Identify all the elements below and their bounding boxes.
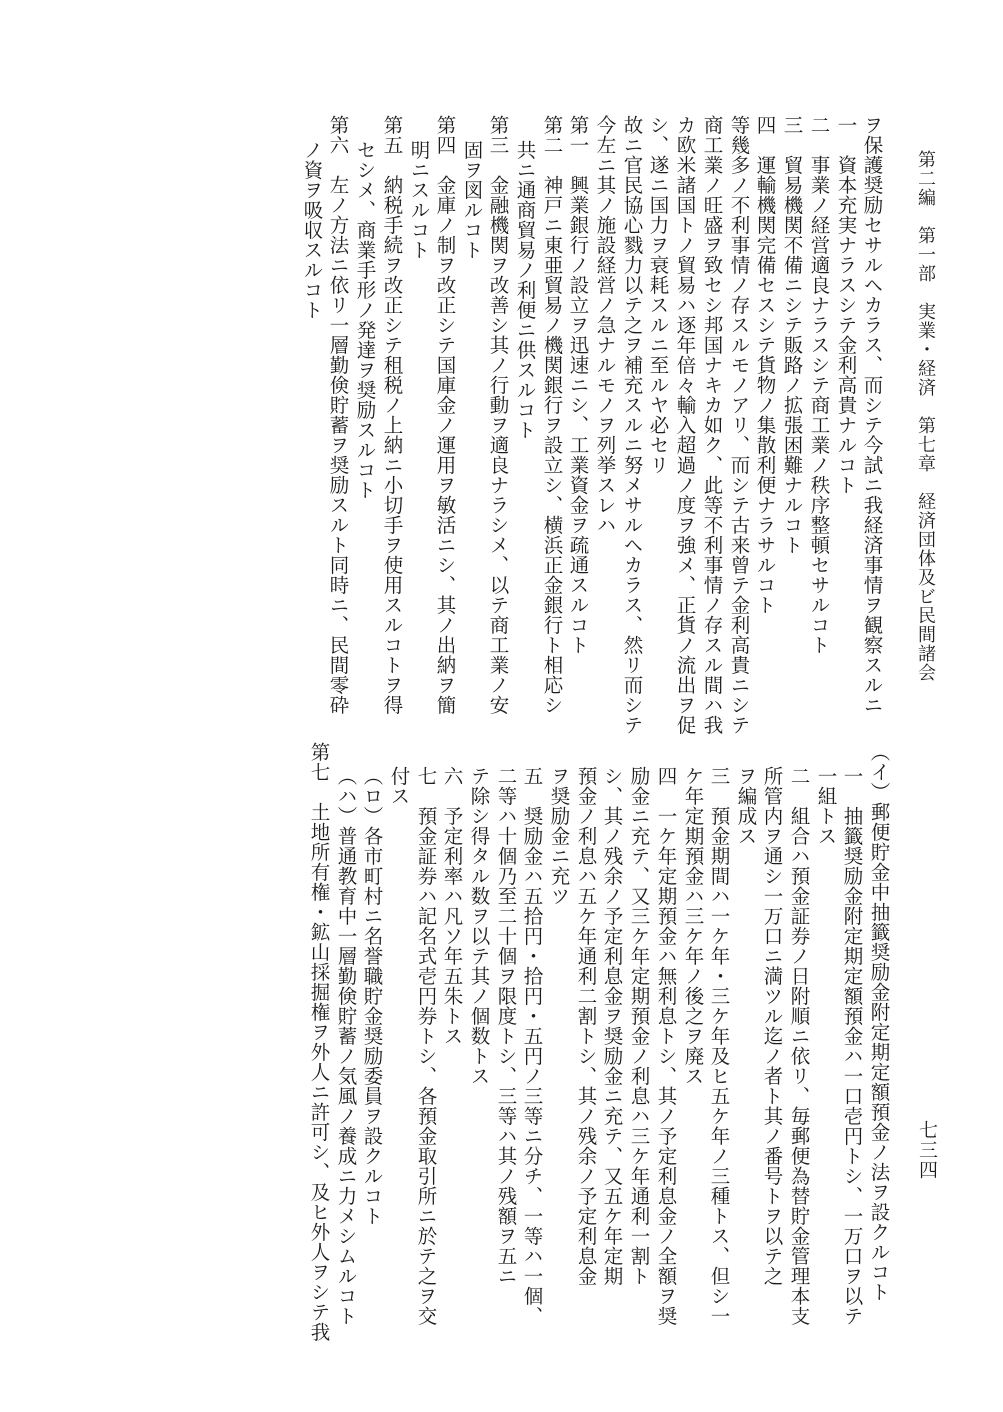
text-column: シ、遂ニ国力ヲ衰耗スルニ至ルヤ必セリ [646, 115, 670, 475]
text-column: 付ス [387, 766, 411, 806]
text-column: 第二 神戸ニ東亜貿易ノ機関銀行ヲ設立シ、横浜正金銀行ト相応シ [540, 115, 564, 715]
text-column: （ロ）各市町村ニ名誉職貯金奨励委員ヲ設クルコト [360, 766, 384, 1226]
text-column: 預金ノ利息ハ五ケ年通利二割トシ、其ノ残余ノ予定利息金 [574, 766, 598, 1286]
text-column: 励金ニ充テ、又三ケ年定期預金ノ利息ハ三ケ年通利一割ト [627, 766, 651, 1286]
text-column: 一 資本充実ナラスシテ金利高貴ナルコト [834, 115, 858, 495]
text-column: 三 貿易機関不備ニシテ販路ノ拡張困難ナルコト [780, 115, 804, 555]
text-column: ノ資ヲ吸収スルコト [300, 140, 324, 320]
text-column: 四 一ケ年定期預金ハ無利息トシ、其ノ予定利息金ノ全額ヲ奨 [654, 766, 678, 1326]
text-column: セシメ、商業手形ノ発達ヲ奨励スルコト [353, 140, 377, 500]
text-column: 二 事業ノ経営適良ナラスシテ商工業ノ秩序整頓セサルコト [807, 115, 831, 655]
text-column: 二 組合ハ預金証券ノ日附順ニ依リ、毎郵便為替貯金管理本支 [787, 766, 811, 1326]
text-column: ヲ保護奨励セサルヘカラス、而シテ今試ニ我経済事情ヲ観察スルニ [860, 115, 884, 715]
text-column: シ、其ノ残余ノ予定利息金ヲ奨励金ニ充テ、又五ケ年定期 [600, 766, 624, 1286]
text-column: 共ニ通商貿易ノ利便ニ供スルコト [513, 140, 537, 440]
text-column: カ欧米諸国トノ貿易ハ逐年倍々輸入超過ノ度ヲ強メ、正貨ノ流出ヲ促 [673, 115, 697, 735]
text-column: 一 抽籤奨励金附定期定額預金ハ一口壱円トシ、一万口ヲ以テ [840, 766, 864, 1326]
text-column: 第六 左ノ方法ニ依リ一層勤倹貯蓄ヲ奨励スルト同時ニ、民間零砕 [326, 115, 350, 715]
text-column: 今左ニ其ノ施設経営ノ急ナルモノヲ列挙スレハ [593, 115, 617, 535]
text-column: 四 運輸機関完備セスシテ貨物ノ集散利便ナラサルコト [753, 115, 777, 615]
text-column: 二等ハ十個乃至二十個ヲ限度トシ、三等ハ其ノ残額ヲ五ニ [494, 766, 518, 1286]
text-column: 所管内ヲ通シ一万口ニ満ツル迄ノ者ト其ノ番号トヲ以テ之 [760, 766, 784, 1286]
text-column: 第一 興業銀行ノ設立ヲ迅速ニシ、工業資金ヲ疏通スルコト [566, 115, 590, 655]
text-column: 第七 土地所有権・鉱山採掘権ヲ外人ニ許可シ、及ヒ外人ヲシテ我 [307, 742, 331, 1342]
text-column: 一組トス [814, 766, 838, 846]
text-column: 故ニ官民協心戮力以テ之ヲ補充スルニ努メサルヘカラス、然リ而シテ [620, 115, 644, 735]
text-column: 六 予定利率ハ凡ソ年五朱トス [440, 766, 464, 1046]
text-column: ヲ編成ス [734, 766, 758, 846]
text-column: 第五 納税手続ヲ改正シテ租税ノ上納ニ小切手ヲ使用スルコトヲ得 [380, 115, 404, 715]
text-column: テ除シ得タル数ヲ以テ其ノ個数トス [467, 766, 491, 1086]
running-header: 第二編 第一部 実業・経済 第七章 経済団体及ビ民間諸会 [915, 150, 936, 682]
text-column: 七 預金証券ハ記名式壱円券トシ、各預金取引所ニ於テ之ヲ交 [414, 766, 438, 1326]
text-column: 明ニスルコト [407, 140, 431, 260]
text-column: 固ヲ図ルコト [460, 140, 484, 260]
text-column: 第四 金庫ノ制ヲ改正シテ国庫金ノ運用ヲ敏活ニシ、其ノ出納ヲ簡 [433, 115, 457, 715]
text-column: 商工業ノ旺盛ヲ致セシ邦国ナキカ如ク、此等不利事情ノ存スル間ハ我 [700, 115, 724, 735]
text-column: （ハ）普通教育中一層勤倹貯蓄ノ気風ノ養成ニ力メシムルコト [334, 766, 358, 1326]
text-column: （イ）郵便貯金中抽籤奨励金附定期定額預金ノ法ヲ設クルコト [867, 742, 891, 1302]
text-column: 等幾多ノ不利事情ノ存スルモノアリ、而シテ古来曾テ金利高貴ニシテ [727, 115, 751, 735]
text-column: ケ年定期預金ハ三ケ年ノ後之ヲ廃ス [681, 766, 705, 1086]
text-column: 第三 金融機関ヲ改善シ其ノ行動ヲ適良ナラシメ、以テ商工業ノ安 [486, 115, 510, 715]
text-column: 五 奨励金ハ五拾円・拾円・五円ノ三等ニ分チ、一等ハ一個、 [520, 766, 544, 1326]
text-column: 三 預金期間ハ一ケ年・三ケ年及ヒ五ケ年ノ三種トス、但シ一 [707, 766, 731, 1326]
text-column: ヲ奨励金ニ充ツ [547, 766, 571, 906]
page-number: 七三四 [916, 1120, 938, 1180]
